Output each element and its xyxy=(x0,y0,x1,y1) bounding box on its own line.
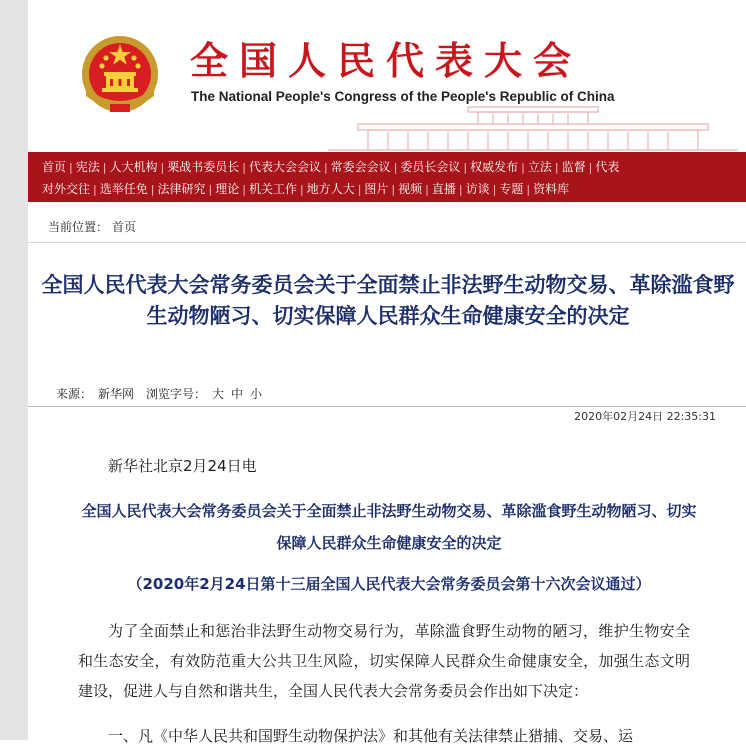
nav-separator: | xyxy=(242,161,246,174)
nav-item[interactable]: 地方人大 xyxy=(306,182,355,196)
breadcrumb xyxy=(28,212,746,243)
nav-item[interactable]: 法律研究 xyxy=(157,182,206,196)
nav-item[interactable]: 宪法 xyxy=(75,160,100,174)
document-adoption-note: （2020年2月24日第十三届全国人民代表大会常务委员会第十六次会议通过） xyxy=(127,575,651,593)
dateline: 新华社北京2月24日电 xyxy=(108,457,257,475)
nav-item[interactable]: 视频 xyxy=(398,182,423,196)
nav-row-2 xyxy=(42,178,569,200)
nav-separator: | xyxy=(208,183,213,196)
nav-separator: | xyxy=(393,161,398,174)
site-header xyxy=(28,0,746,152)
nav-separator: | xyxy=(93,183,97,196)
nav-separator: | xyxy=(526,183,531,196)
document-title: 全国人民代表大会常务委员会关于全面禁止非法野生动物交易、革除滥食野生动物陋习、切实保障人民群众生命健康安全的决定 xyxy=(81,502,697,552)
nav-item[interactable]: 直播 xyxy=(431,182,456,196)
article-paragraph: 一、凡《中华人民共和国野生动物保护法》和其他有关法律禁止猎捕、交易、运 xyxy=(108,727,634,745)
font-size-large-button[interactable]: 大 xyxy=(212,387,225,401)
nav-separator: | xyxy=(357,183,362,196)
nav-separator: | xyxy=(391,183,396,196)
source-label: 来源： xyxy=(56,387,93,401)
nav-item[interactable]: 选举任免 xyxy=(99,182,148,196)
nav-row-1 xyxy=(42,156,619,178)
nav-separator: | xyxy=(160,161,165,174)
nav-item[interactable]: 机关工作 xyxy=(248,182,297,196)
article-meta-bar xyxy=(28,382,746,407)
article-paragraph: 为了全面禁止和惩治非法野生动物交易行为，革除滥食野生动物的陋习，维护生物安全和生态安全，有效防范重大公共卫生风险，切实保障人民群众生命健康安全，加强生态文明建设，促进人与自然和谐共生，全国人民代表大会常务委员会作出如下决定： xyxy=(78,622,690,700)
left-margin-strip xyxy=(0,0,28,740)
nav-item[interactable]: 监督 xyxy=(561,160,586,174)
nav-item[interactable]: 图片 xyxy=(364,182,389,196)
nav-item[interactable]: 代表大会会议 xyxy=(248,160,321,174)
nav-separator: | xyxy=(554,161,559,174)
nav-item[interactable]: 栗战书委员长 xyxy=(167,160,240,174)
nav-item[interactable]: 立法 xyxy=(527,160,552,174)
nav-separator: | xyxy=(492,183,497,196)
font-size-medium-button[interactable]: 中 xyxy=(231,387,244,401)
nav-item[interactable]: 人大机构 xyxy=(109,160,158,174)
nav-item[interactable]: 访谈 xyxy=(465,182,490,196)
nav-separator: | xyxy=(299,183,304,196)
nav-separator: | xyxy=(463,161,468,174)
font-size-small-button[interactable]: 小 xyxy=(250,387,263,401)
source-value: 新华网 xyxy=(98,387,135,401)
nav-separator: | xyxy=(323,161,328,174)
nav-separator: | xyxy=(150,183,155,196)
nav-separator: | xyxy=(458,183,463,196)
great-hall-illustration xyxy=(328,104,738,152)
site-subtitle: The National People's Congress of the People's Republic of China xyxy=(191,89,615,104)
breadcrumb-label: 当前位置： xyxy=(48,220,109,234)
nav-separator: | xyxy=(69,161,73,174)
publish-timestamp: 2020年02月24日 22:35:31 xyxy=(574,410,716,423)
nav-separator: | xyxy=(102,161,107,174)
nav-item[interactable]: 委员长会议 xyxy=(400,160,461,174)
nav-item[interactable]: 常委会会议 xyxy=(330,160,391,174)
font-size-label: 浏览字号： xyxy=(146,387,207,401)
nav-item[interactable]: 专题 xyxy=(499,182,524,196)
nav-separator: | xyxy=(521,161,525,174)
main-navigation xyxy=(28,152,746,202)
nav-item[interactable]: 理论 xyxy=(215,182,240,196)
site-title: 全国人民代表大会 xyxy=(190,38,583,83)
nav-item[interactable]: 代表 xyxy=(595,160,620,174)
nav-item[interactable]: 首页 xyxy=(42,160,67,174)
nav-separator: | xyxy=(425,183,429,196)
nav-item[interactable]: 资料库 xyxy=(533,182,570,196)
national-emblem-icon xyxy=(80,34,160,118)
nav-separator: | xyxy=(588,161,593,174)
nav-separator: | xyxy=(242,183,246,196)
article-headline: 全国人民代表大会常务委员会关于全面禁止非法野生动物交易、革除滥食野生动物陋习、切实保障人民群众生命健康安全的决定 xyxy=(41,272,735,328)
nav-item[interactable]: 对外交往 xyxy=(42,182,91,196)
nav-item[interactable]: 权威发布 xyxy=(470,160,519,174)
breadcrumb-home-link[interactable]: 首页 xyxy=(112,220,137,234)
